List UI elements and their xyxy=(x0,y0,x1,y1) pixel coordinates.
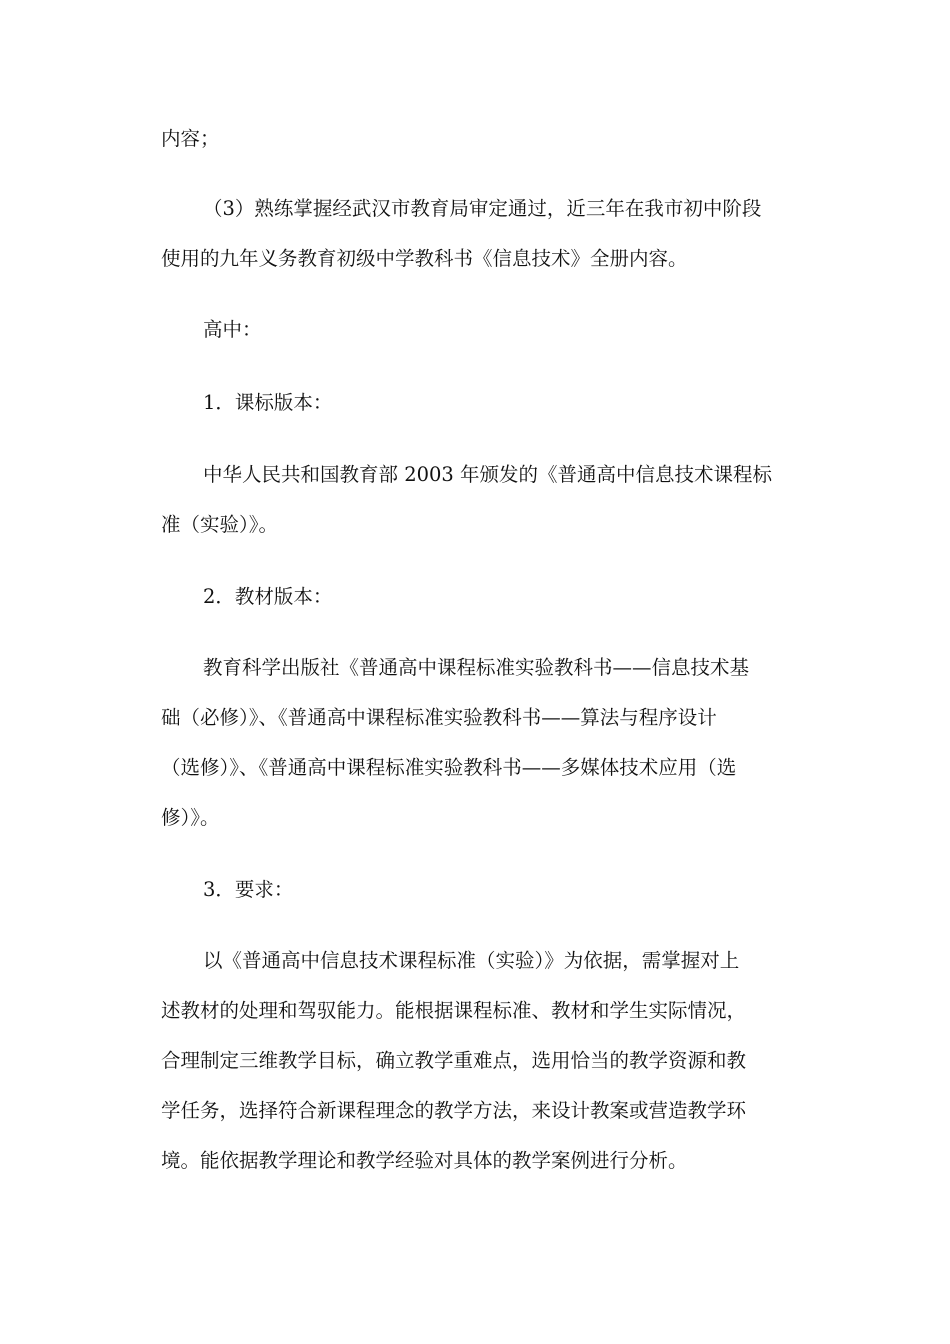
text-line: 学任务，选择符合新课程理念的教学方法，来设计教案或营造教学环 xyxy=(161,1099,747,1122)
text-line: 中华人民共和国教育部 2003 年颁发的《普通高中信息技术课程标 xyxy=(203,463,773,486)
text-line: 内容； xyxy=(161,127,220,150)
text-line: 境。能依据教学理论和教学经验对具体的教学案例进行分析。 xyxy=(161,1149,688,1172)
text-line: 述教材的处理和驾驭能力。能根据课程标准、教材和学生实际情况， xyxy=(161,999,747,1022)
text-line: 以《普通高中信息技术课程标准（实验）》为依据，需掌握对上 xyxy=(203,949,740,972)
text-line: （选修）》、《普通高中课程标准实验教科书——多媒体技术应用（选 xyxy=(161,756,737,779)
section-heading: 3．要求： xyxy=(203,878,294,901)
section-heading: 1．课标版本： xyxy=(203,391,333,414)
text-line: （3）熟练掌握经武汉市教育局审定通过，近三年在我市初中阶段 xyxy=(203,197,762,220)
text-line: 合理制定三维教学目标，确立教学重难点，选用恰当的教学资源和教 xyxy=(161,1049,747,1072)
text-line: 础（必修）》、《普通高中课程标准实验教科书——算法与程序设计 xyxy=(161,706,717,729)
text-line: 准（实验）》。 xyxy=(161,513,279,536)
section-heading: 高中： xyxy=(203,318,262,341)
text-line: 修）》。 xyxy=(161,806,220,829)
text-line: 教育科学出版社《普通高中课程标准实验教科书——信息技术基 xyxy=(203,656,750,679)
text-line: 使用的九年义务教育初级中学教科书《信息技术》全册内容。 xyxy=(161,247,688,270)
section-heading: 2．教材版本： xyxy=(203,585,333,608)
